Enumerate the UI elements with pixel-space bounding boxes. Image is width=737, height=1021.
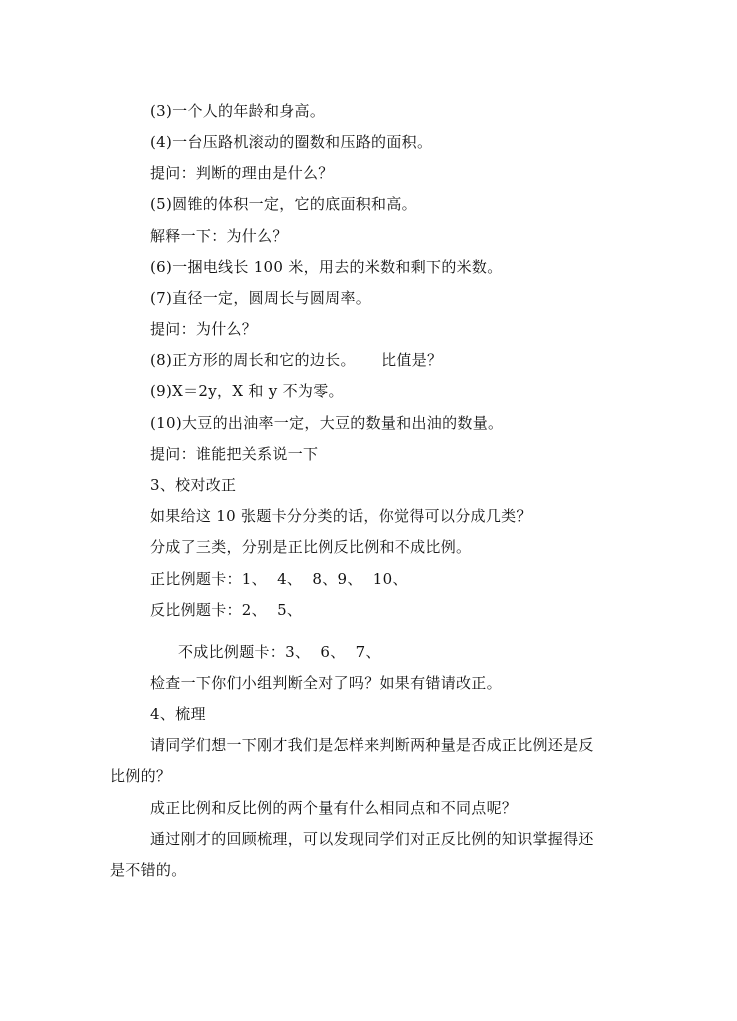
- prompt-relation-line: 提问：谁能把关系说一下: [150, 445, 319, 463]
- question-3-line: (3)一个人的年龄和身高。: [150, 102, 326, 120]
- judge-method-line-cont: 比例的？: [110, 767, 172, 785]
- prompt-why-line: 提问：为什么？: [150, 320, 258, 338]
- question-7-line: (7)直径一定，圆周长与圆周率。: [150, 289, 372, 307]
- inverse-proportion-cards-line: 反比例题卡：2、 5、: [150, 601, 303, 619]
- section-3-heading: 3、校对改正: [150, 476, 237, 494]
- judge-method-line: 请同学们想一下刚才我们是怎样来判断两种量是否成正比例还是反: [150, 736, 594, 754]
- not-proportional-cards-line: 不成比例题卡：3、 6、 7、: [178, 643, 381, 661]
- classify-question-line: 如果给这 10 张题卡分分类的话，你觉得可以分成几类？: [150, 507, 532, 525]
- question-5-line: (5)圆锥的体积一定，它的底面积和高。: [150, 195, 417, 213]
- summary-line: 通过刚才的回顾梳理，可以发现同学们对正反比例的知识掌握得还: [150, 830, 594, 848]
- summary-line-cont: 是不错的。: [110, 861, 187, 879]
- explain-line: 解释一下：为什么？: [150, 227, 288, 245]
- prompt-reason-line: 提问：判断的理由是什么？: [150, 164, 334, 182]
- compare-question-line: 成正比例和反比例的两个量有什么相同点和不同点呢？: [150, 799, 518, 817]
- section-4-heading: 4、梳理: [150, 705, 206, 723]
- question-10-line: (10)大豆的出油率一定，大豆的数量和出油的数量。: [150, 414, 504, 432]
- direct-proportion-cards-line: 正比例题卡：1、 4、 8、9、 10、: [150, 570, 408, 588]
- three-classes-line: 分成了三类，分别是正比例反比例和不成比例。: [150, 538, 472, 556]
- question-9-line: (9)X＝2y，X 和 y 不为零。: [150, 382, 344, 400]
- question-8-line: (8)正方形的周长和它的边长。 比值是？: [150, 351, 443, 369]
- question-6-line: (6)一捆电线长 100 米，用去的米数和剩下的米数。: [150, 258, 503, 276]
- question-4-line: (4)一台压路机滚动的圈数和压路的面积。: [150, 133, 433, 151]
- check-correct-line: 检查一下你们小组判断全对了吗？如果有错请改正。: [150, 674, 502, 692]
